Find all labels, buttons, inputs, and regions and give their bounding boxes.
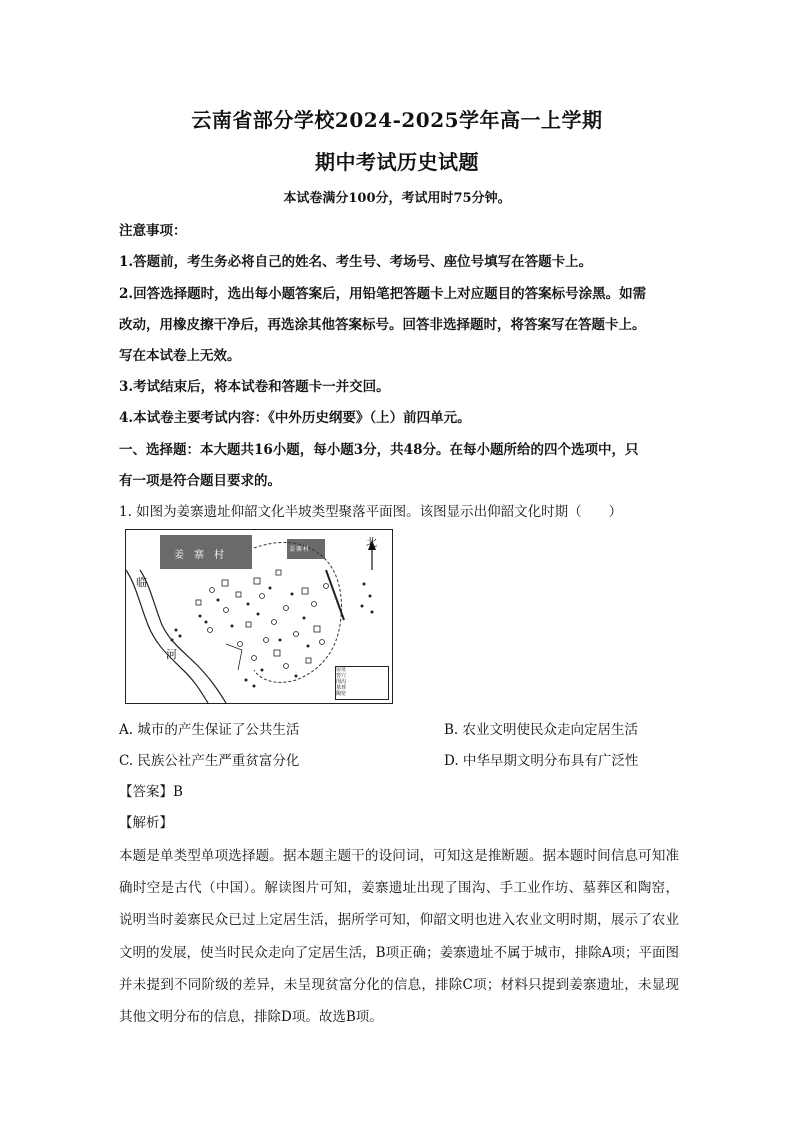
map-north-label: 北: [366, 536, 377, 549]
map-village-label: 姜寨村: [174, 550, 234, 561]
legend-item: 房址: [336, 667, 347, 673]
map-river-label-1: 临: [136, 576, 147, 589]
exam-subtitle: 本试卷满分100分，考试用时75分钟。: [283, 191, 511, 206]
legend-item: 墓葬: [336, 685, 347, 691]
exam-title-line1: 云南省部分学校2024-2025学年高一上学期: [191, 108, 603, 132]
option-a: A. 城市的产生保证了公共生活: [119, 722, 300, 738]
option-b: B. 农业文明使民众走向定居生活: [444, 722, 639, 738]
notes-item-2-line2: 改动，用橡皮擦干净后，再选涂其他答案标号。回答非选择题时，将答案写在答题卡上。: [119, 317, 646, 333]
map-village-label-2: 姜寨村: [289, 546, 311, 553]
analysis-heading: 【解析】: [119, 815, 173, 831]
enclosing-ditch: [254, 542, 341, 682]
answer-line: 【答案】B: [119, 784, 183, 800]
notes-heading: 注意事项：: [119, 223, 187, 239]
notes-item-1: 1.答题前，考生务必将自己的姓名、考生号、考场号、座位号填写在答题卡上。: [119, 254, 593, 270]
jiangzhai-site-map: [125, 529, 393, 704]
path-line: [226, 644, 242, 670]
legend-item: 围沟: [336, 679, 347, 685]
notes-item-3: 3.考试结束后，将本试卷和答题卡一并交回。: [119, 379, 390, 395]
question-1-stem: 1. 如图为姜寨遗址仰韶文化半坡类型聚落平面图。该图显示出仰韶文化时期（ ）: [119, 504, 623, 520]
ditch-line: [326, 570, 344, 620]
map-river-label-2: 河: [166, 648, 177, 661]
analysis-text: 本题是单类型单项选择题。据本题主题干的设问词，可知这是推断题。据本题时间信息可知准确时空是古代（中国）。解读图片可知，姜寨遗址出现了围沟、手工业作坊、墓葬区和陶窑，说明当时姜寨民众已过上定居生活，据所学可知，仰韶文明也进入农业文明时期，展示了农业文明的发展，使当时民众走向了定居生活，B项正确；姜寨遗址不属于城市，排除A项；平面图并未提到不同阶级的差异，未呈现贫富分化的信息，排除C项；材料只提到姜寨遗址，未显现其他文明分布的信息，排除D项。故选B项。: [119, 848, 679, 1026]
river-bank-right: [140, 570, 226, 703]
option-d: D. 中华早期文明分布具有广泛性: [444, 753, 639, 769]
dwelling-marks: [196, 570, 329, 669]
section-heading-line2: 有一项是符合题目要求的。: [119, 473, 281, 489]
notes-item-2-line3: 写在本试卷上无效。: [119, 348, 241, 364]
map-legend: [335, 666, 389, 700]
option-c: C. 民族公社产生严重贫富分化: [119, 753, 300, 769]
section-heading-line1: 一、选择题：本大题共16小题，每小题3分，共48分。在每小题所给的四个选项中，只: [119, 442, 639, 458]
legend-item: 窖穴: [336, 673, 347, 679]
notes-item-2-line1: 2.回答选择题时，选出每小题答案后，用铅笔把答题卡上对应题目的答案标号涂黑。如需: [119, 286, 647, 302]
exam-title-line2: 期中考试历史试题: [315, 150, 479, 174]
notes-item-4: 4.本试卷主要考试内容：《中外历史纲要》（上）前四单元。: [119, 410, 471, 426]
legend-item: 陶窑: [336, 691, 347, 697]
